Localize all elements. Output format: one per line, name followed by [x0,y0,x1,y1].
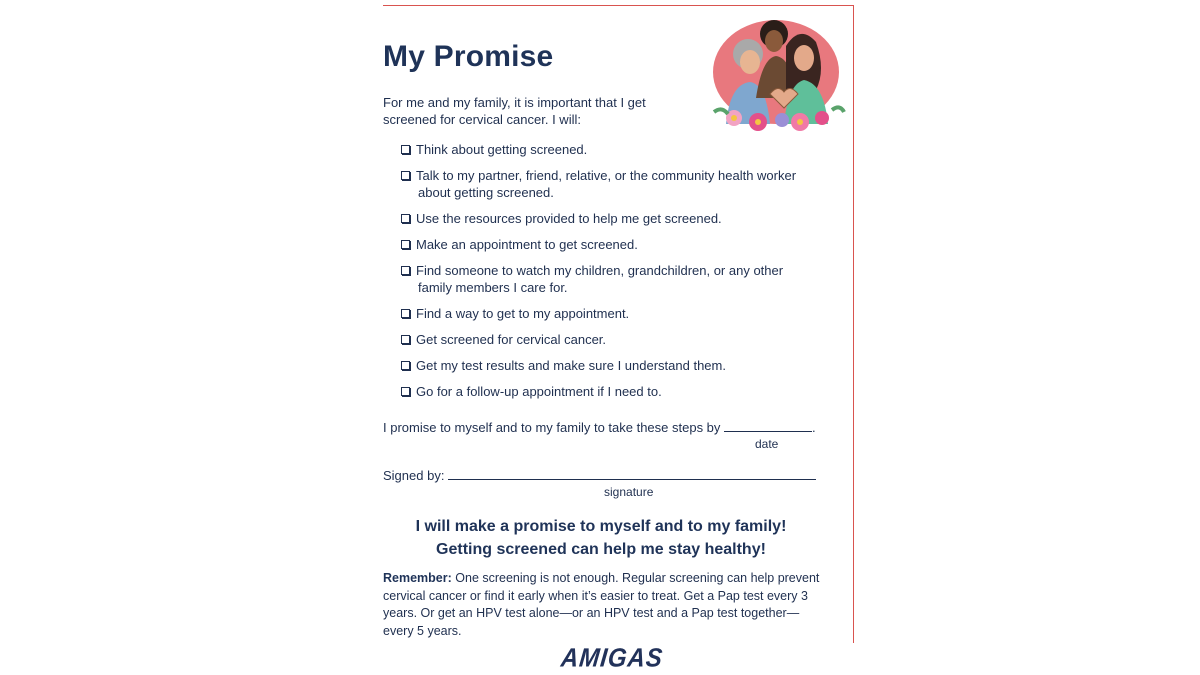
checklist-item [401,167,821,201]
checklist-item-text: Think about getting screened. [416,142,588,157]
checklist-item [401,331,821,348]
date-label: date [755,437,779,451]
right-border-rule [853,5,854,643]
checklist-item-text: Find a way to get to my appointment. [416,306,630,321]
checklist-item [401,141,821,158]
signature-field[interactable] [448,467,816,480]
pledge-line-1: I will make a promise to myself and to my family! [415,518,787,535]
pledge-line-2: Getting screened can help me stay healthy! [436,541,766,558]
promise-statement [383,419,816,436]
checkbox[interactable] [401,387,410,396]
remember-lead: Remember: [383,571,452,585]
date-field[interactable] [724,419,812,432]
amigas-logo: AMIGAS [559,643,665,674]
checkbox[interactable] [401,266,410,275]
remember-note [383,570,823,640]
checklist-item-text-continued: about getting screened. [418,185,554,200]
checklist-item-text: Find someone to watch my children, grandchildren, or any other [416,263,784,278]
signature-label: signature [604,485,654,499]
checklist-item [401,383,821,400]
checklist-item [401,262,821,296]
checkbox[interactable] [401,309,410,318]
signature-line [383,467,816,484]
pledge-statement [383,515,819,561]
checkbox[interactable] [401,214,410,223]
checkbox[interactable] [401,335,410,344]
checkbox[interactable] [401,145,410,154]
intro-text: For me and my family, it is important that I get screened for cervical cancer. I will: [383,95,646,127]
checklist-item [401,357,821,374]
checklist-item-text: Use the resources provided to help me get screened. [416,211,722,226]
page-title: My Promise [383,40,554,73]
remember-text: One screening is not enough. Regular screening can help prevent cervical cancer or find it early when it’s easier to treat. Get a Pap test every 3 years. Or get an HPV test alone—or an HPV test and a Pap test together—every 5 years. [383,571,820,638]
checkbox[interactable] [401,361,410,370]
checklist-item [401,210,821,227]
signed-by-label: Signed by: [383,468,445,483]
checkbox[interactable] [401,171,410,180]
promise-text: I promise to myself and to my family to take these steps by [383,420,721,435]
promise-checklist [401,141,821,409]
checkbox[interactable] [401,240,410,249]
checklist-item-text-continued: family members I care for. [418,280,568,295]
checklist-item [401,236,821,253]
checklist-item-text: Get my test results and make sure I understand them. [416,358,726,373]
checklist-item-text: Make an appointment to get screened. [416,237,638,252]
top-border-rule [383,5,854,6]
checklist-item-text: Talk to my partner, friend, relative, or the community health worker [416,168,797,183]
checklist-item-text: Get screened for cervical cancer. [416,332,607,347]
checklist-item [401,305,821,322]
promise-period: . [812,420,816,435]
family-illustration [700,14,848,136]
checklist-item-text: Go for a follow-up appointment if I need to. [416,384,662,399]
